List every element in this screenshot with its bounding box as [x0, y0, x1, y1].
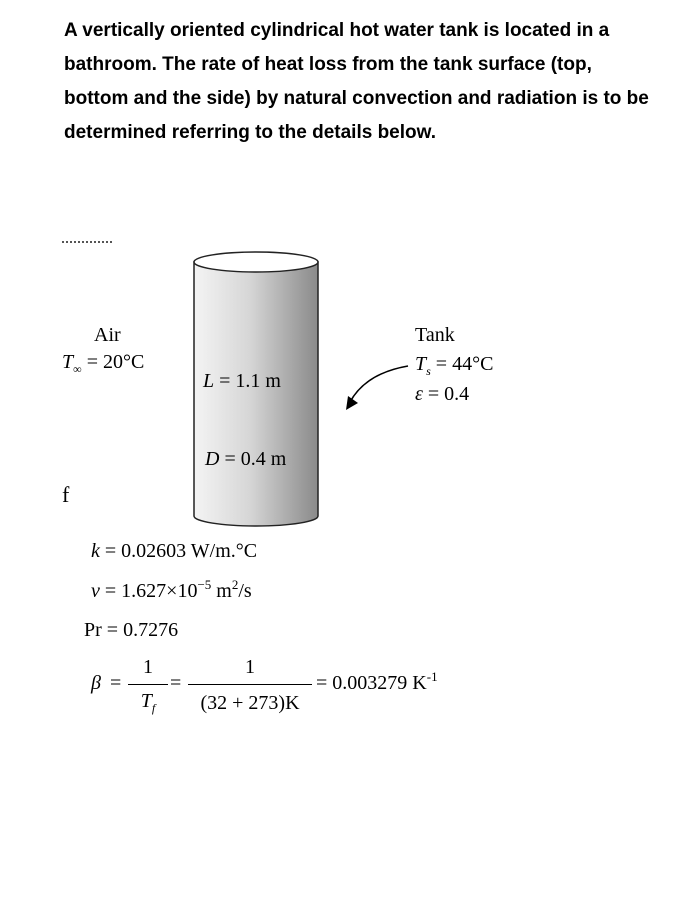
beta-denominator-2: (32 + 273)K	[200, 692, 300, 714]
stray-mark: f	[62, 482, 70, 507]
fraction-bar-2	[188, 684, 312, 685]
beta-numerator-1: 1	[143, 656, 153, 678]
tank-top	[194, 252, 318, 272]
tank-length: L = 1.1 m	[203, 370, 281, 392]
beta-symbol: β	[91, 672, 101, 694]
emissivity: ε = 0.4	[415, 383, 470, 405]
leader-arrow	[350, 366, 408, 402]
tank-label: Tank	[415, 324, 455, 346]
beta-equals-1: =	[110, 672, 122, 694]
thermal-conductivity: k = 0.02603 W/m.°C	[91, 540, 258, 562]
beta-numerator-2: 1	[245, 656, 255, 678]
tank-body	[194, 262, 318, 526]
beta-equals-2: =	[170, 672, 182, 694]
beta-result: = 0.003279 $K^{-1}$	[316, 669, 438, 694]
fraction-bar-1	[128, 684, 168, 685]
surface-temperature: $T_s = 44^\circ C$	[415, 353, 494, 378]
problem-statement: A vertically oriented cylindrical hot water tank is located in a bathroom. The rate of heat loss from the tank surface (top, bottom and the side) by natural convection and radiation is to be determined referring to the details below.	[64, 20, 649, 143]
air-temperature: $T_\infty = 20^\circ C$	[62, 351, 145, 376]
beta-denominator-1: $T_f$	[140, 690, 156, 715]
kinematic-viscosity: $\nu = 1.627\times 10^{-5}$ $m^2/s$	[91, 577, 252, 602]
tank-diameter: D = 0.4 m	[205, 448, 287, 470]
air-label: Air	[94, 324, 121, 346]
prandtl-number: Pr = 0.7276	[84, 619, 179, 641]
